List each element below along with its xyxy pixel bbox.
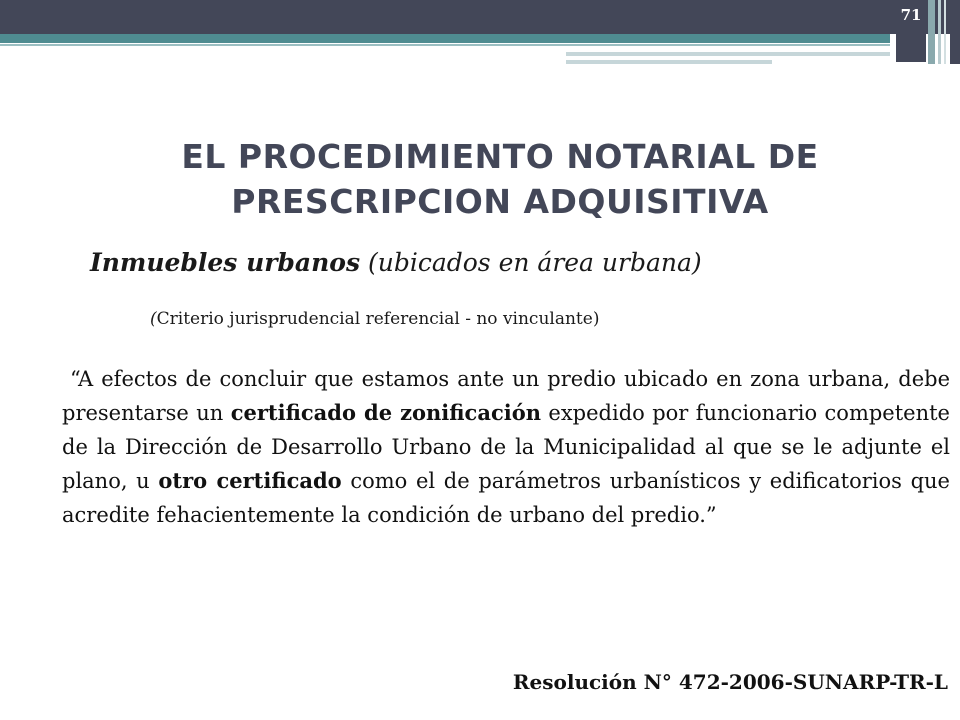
decor-vertical-bar [938, 0, 941, 64]
decor-vertical-bar [944, 0, 946, 64]
page-number: 71 [900, 6, 922, 24]
decor-vertical-bar [928, 0, 935, 64]
thin-accent-line [0, 44, 890, 46]
criterio-note [150, 309, 599, 329]
quote-part-1: “A efectos de concluir que estamos ante un predio ubicado en zona urbana, debe presentarse un [62, 367, 950, 425]
subtitle [90, 248, 950, 277]
top-band [0, 0, 960, 34]
title-line-1: EL PROCEDIMIENTO NOTARIAL DE [181, 137, 819, 176]
resolution-reference: Resolución N° 472-2006-SUNARP-TR-L [512, 670, 948, 694]
quote-part-2: expedido por funcionario competente de la Dirección de Desarrollo Urbano de la Municipalidad al que se le adjunte el plano, u [62, 401, 950, 493]
teal-accent-line [0, 34, 890, 43]
decor-vertical-bar [950, 0, 960, 64]
subtitle-rest: (ubicados en área urbana) [360, 248, 702, 277]
slide-title [60, 134, 940, 224]
subtitle-bold: Inmuebles urbanos [90, 248, 361, 277]
title-line-2: PRESCRIPCION ADQUISITIVA [231, 182, 769, 221]
quote-bold-1: certificado de zonificación [230, 400, 541, 425]
criterio-text: Criterio jurisprudencial referencial - no vinculante) [156, 309, 600, 329]
decor-bar-lower [566, 60, 772, 64]
quote-bold-2: otro certificado [158, 468, 342, 493]
criterio-open-paren: ( [150, 309, 157, 329]
decor-bar-upper [566, 52, 890, 56]
quote-paragraph [62, 362, 950, 532]
quote-part-3: como el de parámetros urbanísticos y edificatorios que acredite fehacientemente la condición de urbano del predio.” [62, 469, 950, 527]
